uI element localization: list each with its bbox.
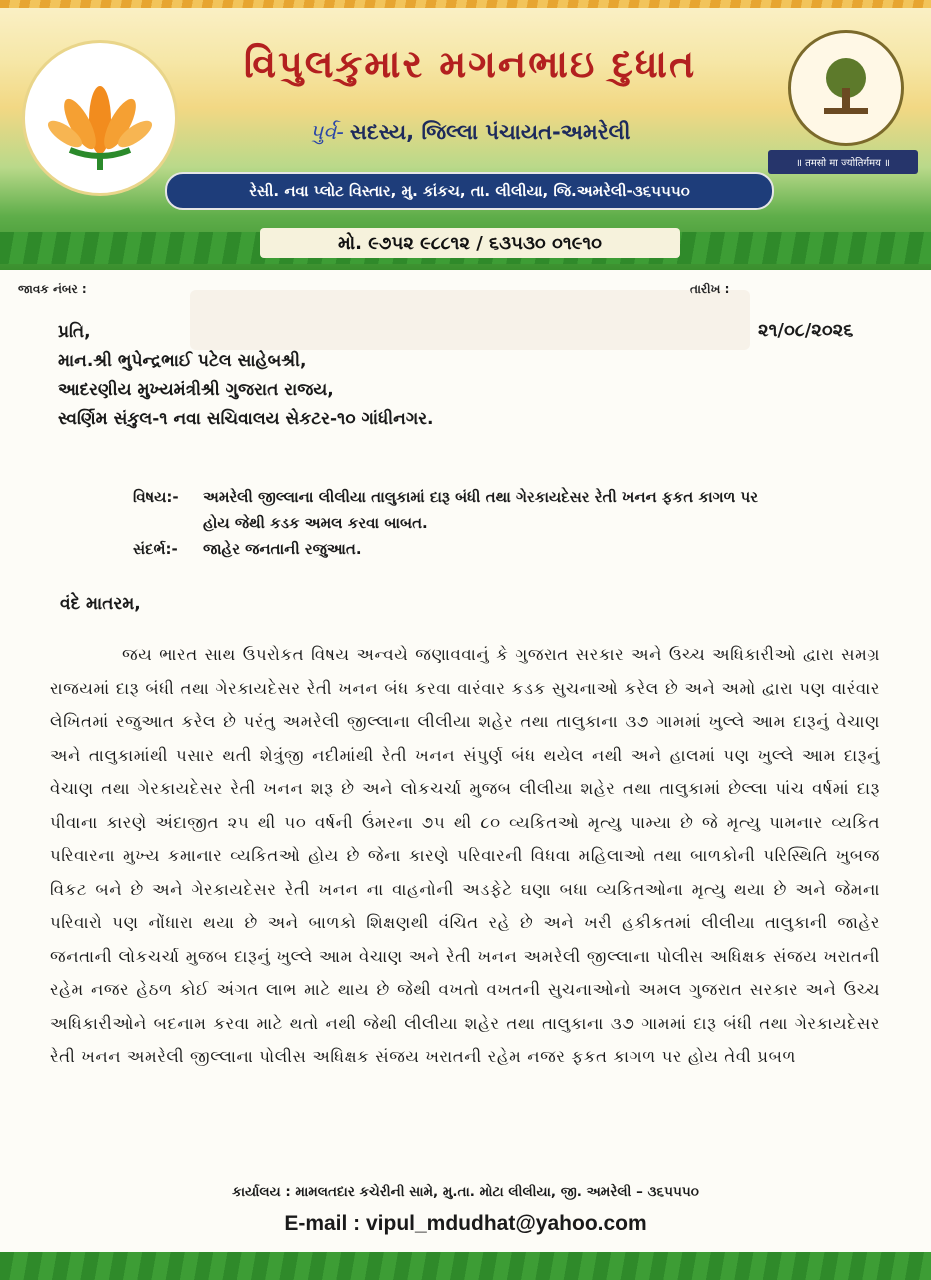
letterhead-address: રેસી. નવા પ્લોટ વિસ્તાર, મુ. કાંકચ, તા. લીલીયા, જિ.અમરેલી-૩૬૫૫૫૦	[165, 172, 774, 210]
recipient-line-1: પ્રતિ,	[58, 322, 91, 342]
letterhead	[0, 0, 931, 270]
tree-emblem-icon	[806, 48, 886, 128]
reference-label: સંદર્ભ:-	[133, 540, 178, 558]
email-address: E-mail : vipul_mdudhat@yahoo.com	[284, 1212, 647, 1235]
outward-number	[18, 282, 87, 297]
subject-line-2: હોય જેથી કડક અમલ કરવા બાબત.	[203, 514, 428, 532]
reference-row	[133, 536, 893, 562]
reference-text: જાહેર જનતાની રજુઆત.	[203, 540, 362, 558]
recipient-line-2: માન.શ્રી ભુપેન્દ્રભાઈ પટેલ સાહેબશ્રી,	[58, 351, 307, 371]
date-field	[690, 282, 729, 297]
letterhead-top-stripe	[0, 0, 931, 8]
recipient-line-4: સ્વર્ણિમ સંકુલ-૧ નવા સચિવાલય સેકટર-૧૦ ગાંધીનગર.	[58, 409, 434, 429]
outward-number-label: જાવક નંબર :	[18, 282, 87, 296]
subject-label: વિષય:-	[133, 488, 179, 506]
recipient-block	[58, 318, 758, 434]
designation-prefix: પુર્વ-	[309, 120, 344, 144]
footer-green-stripe	[0, 1252, 931, 1280]
party-logo	[22, 40, 178, 196]
letter-body: જય ભારત સાથ ઉપરોકત વિષય અન્વયે જણાવવાનું કે ગુજરાત સરકાર અને ઉચ્ચ અધિકારીઓ દ્વારા સમગ્ર રાજયમાં દારૂ બંધી તથા ગેરકાયદેસર રેતી ખનન બંધ કરવા વારંવાર કડક સુચનાઓ કરેલ છે અને અમો દ્વારા પણ વારંવાર લેખિતમાં રજુઆત કરેલ છે પરંતુ અમરેલી જીલ્લાના લીલીયા શહેર તથા તાલુકાના ૩૭ ગામમાં ખુલ્લે આમ દારૂનું વેચાણ અને તાલુકામાંથી પસાર થતી શેત્રુંજી નદીમાંથી રેતી ખનન સંપુર્ણ બંધ થયેલ નથી અને હાલમાં પણ ખુલ્લે આમ દારૂનું વેચાણ તથા ગેરકાયદેસર રેતી ખનન શરૂ છે અને લોકચર્ચા મુજબ લીલીયા શહેર તથા તાલુકામાં છેલ્લા પાંચ વર્ષમાં દારૂ પીવાના કારણે અંદાજીત ૨૫ થી ૫૦ વર્ષની ઉંમરના ૭૫ થી ૮૦ વ્યકિતઓ મૃત્યુ પામ્યા છે જે મૃત્યુ પામનાર વ્યકિત પરિવારના મુખ્ય કમાનાર વ્યકિતઓ હોય છે જેના કારણે પરિવારની વિધવા મહિલાઓ તથા બાળકોની પરિસ્થિતિ ખુબજ વિકટ બને છે અને ગેરકાયદેસર રેતી ખનન ના વાહનોની અડફેટે ઘણા બધા વ્યકિતઓના મૃત્યુ થયા છે અને જેમના પરિવારો પણ નોંધારા થયા છે અને બાળકો શિક્ષણથી વંચિત રહે છે અને ખરી હકીકતમાં લીલીયા તાલુકાની જાહેર જનતાની લોકચર્ચા મુજબ દારૂનું ખુલ્લે આમ વેચાણ અને રેતી ખનન અમરેલી જીલ્લાના પોલીસ અધિક્ષક સંજય ખરાતની રહેમ નજર હેઠળ કોઈ અંગત લાભ માટે થાય છે જેથી વખતો વખતની સુચનાઓનો અમલ ગુજરાત સરકાર અને ઉચ્ચ અધિકારીઓને બદનામ કરવા માટે થતો નથી જેથી લીલીયા શહેર તથા તાલુકાના ૩૭ ગામમાં દારૂ બંધી તથા ગેરકાયદેસર રેતી ખનન અમરેલી જીલ્લાના પોલીસ અધિક્ષક સંજય ખરાતની રહેમ નજર ફકત કાગળ પર હોય તેવી પ્રબળ	[50, 645, 880, 1066]
office-address: કાર્યાલય : મામલતદાર કચેરીની સામે, મુ.તા. મોટા લીલીયા, જી. અમરેલી – ૩૬૫૫૫૦	[232, 1184, 699, 1200]
lotus-icon	[45, 58, 155, 178]
panchayat-seal	[768, 20, 918, 185]
letterhead-name: વિપુલકુમાર મગનભાઇ દુધાત	[243, 42, 697, 86]
date-label: તારીખ :	[690, 282, 730, 296]
seal-circle	[788, 30, 904, 146]
recipient-line-3: આદરણીય મુખ્યમંત્રીશ્રી ગુજરાત રાજય,	[58, 380, 334, 400]
subject-row	[133, 484, 893, 510]
designation-text: સદસ્ય, જિલ્લા પંચાયત-અમરેલી	[349, 120, 631, 144]
seal-ribbon: ॥ तमसो मा ज्योतिर्गमय ॥	[768, 150, 918, 174]
letter-date: ૨૧/૦૮/૨૦૨૬	[758, 320, 854, 341]
subject-line-1: અમરેલી જીલ્લાના લીલીયા તાલુકામાં દારૂ બંધી તથા ગેરકાયદેસર રેતી ખનન ફકત કાગળ પર	[203, 488, 758, 506]
letterhead-designation	[230, 120, 710, 145]
subject-block	[133, 484, 893, 562]
letterhead-phone: મો. ૯૭૫૨ ૯૮૮૧૨ / ૬૩૫૩૦ ૦૧૯૧૦	[260, 228, 680, 258]
greeting: વંદે માતરમ,	[60, 594, 141, 614]
